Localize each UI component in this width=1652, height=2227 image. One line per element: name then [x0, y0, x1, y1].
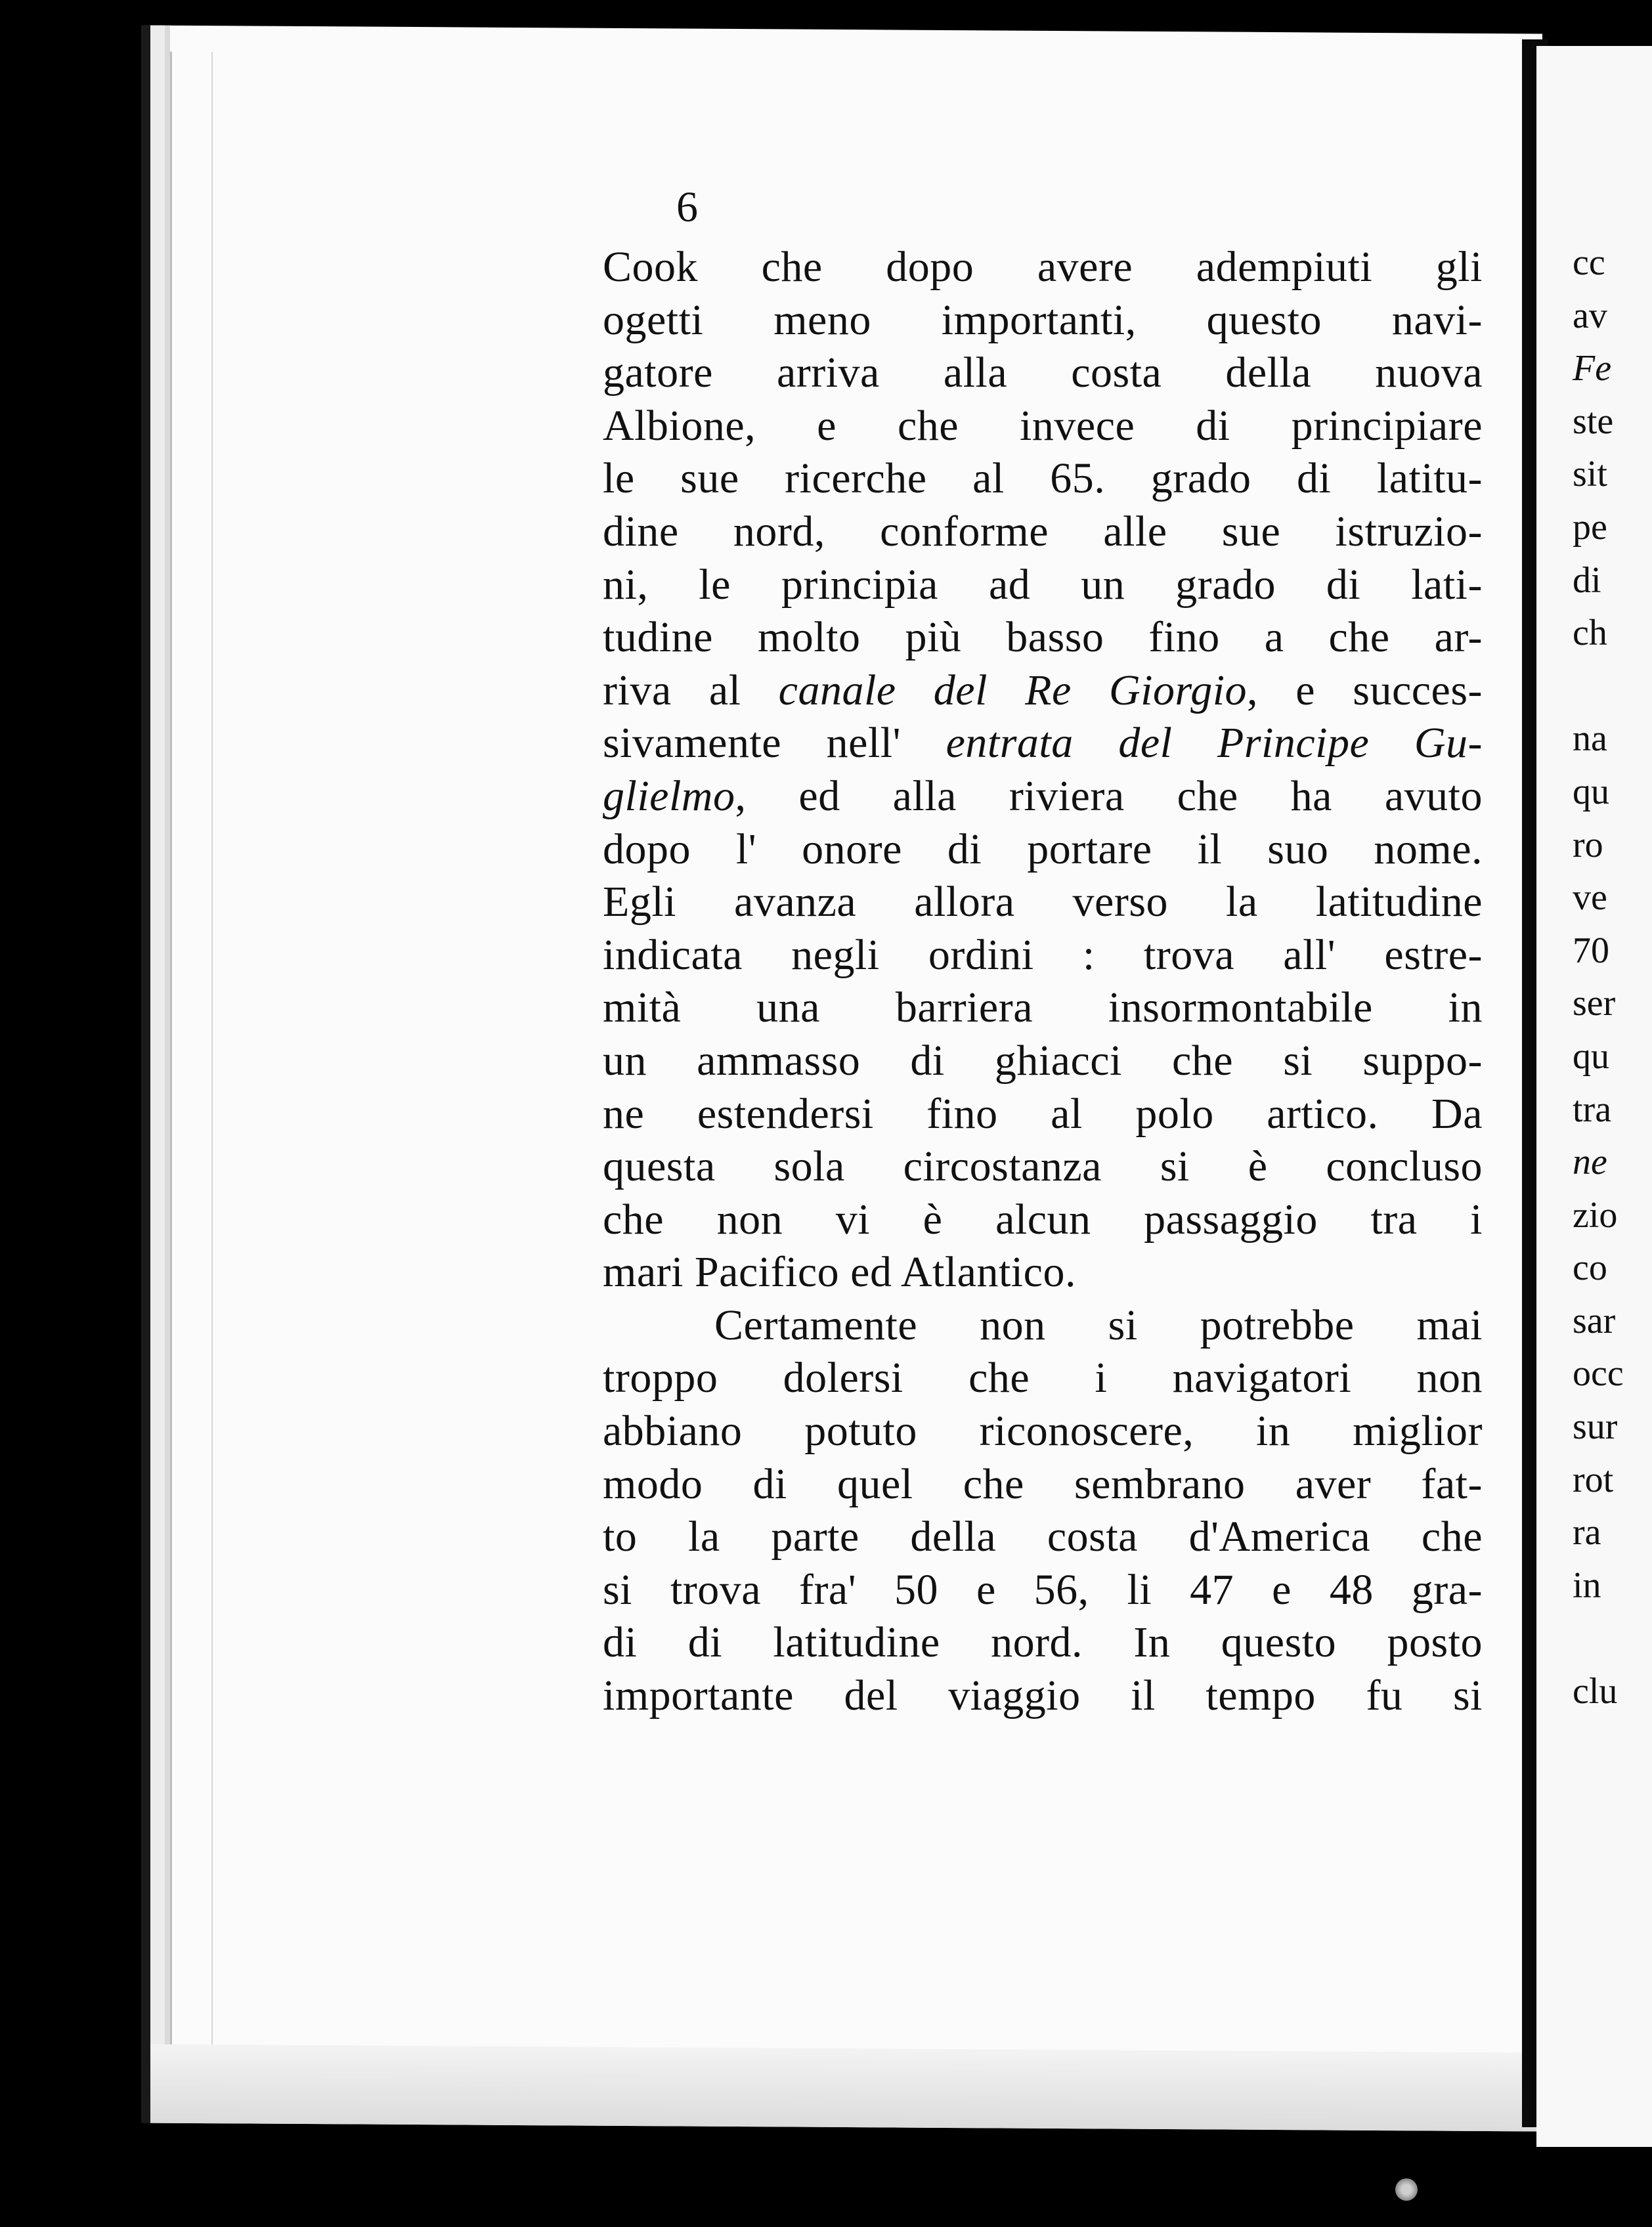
text-line: [603, 717, 1483, 770]
adjacent-text-fragment: Fe: [1573, 348, 1612, 389]
text-line: [603, 1564, 1483, 1617]
text-line: [603, 559, 1483, 612]
text-line: [603, 1246, 1483, 1299]
adjacent-text-fragment: co: [1573, 1247, 1607, 1289]
text-line: [603, 506, 1483, 559]
adjacent-text-fragment: [1573, 660, 1624, 713]
adjacent-text-fragment: av: [1573, 295, 1607, 336]
text-line: [603, 1670, 1483, 1723]
page-edge-layers: [170, 52, 213, 2061]
text-segment: Albione, e che invece di principiare: [603, 401, 1483, 450]
text-segment: dopo l' onore di portare il suo nome.: [603, 825, 1483, 873]
italic-text: entrata del Principe Gu-: [946, 719, 1483, 768]
page-bottom-edge: [150, 2044, 1542, 2132]
text-line: [603, 1088, 1483, 1141]
text-line: [603, 1194, 1483, 1247]
adjacent-text-fragment: zio: [1573, 1194, 1618, 1236]
text-line: [603, 1458, 1483, 1511]
adjacent-text-fragment: 70: [1573, 930, 1609, 971]
adjacent-text-fragment: ro: [1573, 824, 1603, 865]
body-text: [603, 241, 1483, 1723]
text-segment: dine nord, conforme alle sue istruzio-: [603, 507, 1483, 555]
text-segment: modo di quel che sembrano aver fat-: [603, 1459, 1483, 1508]
text-line: [603, 982, 1483, 1035]
adjacent-text-fragment: na: [1573, 718, 1607, 760]
adjacent-text-fragment: ve: [1573, 877, 1607, 919]
text-segment: ne estendersi fino al polo artico. Da: [603, 1089, 1483, 1138]
text-segment: importante del viaggio il tempo fu si: [603, 1672, 1483, 1720]
adjacent-text-fragment: [1573, 1612, 1624, 1665]
text-line: [603, 1511, 1483, 1564]
dust-speck: [1395, 2178, 1418, 2201]
text-line: [603, 823, 1483, 876]
adjacent-text-fragment: occ: [1573, 1353, 1624, 1395]
text-segment: si trova fra' 50 e 56, li 47 e 48 gra-: [603, 1565, 1483, 1614]
text-segment: Certamente non si potrebbe mai: [714, 1301, 1483, 1349]
text-segment: gatore arriva alla costa della nuova: [603, 349, 1483, 397]
text-segment: abbiano potuto riconoscere, in miglior: [603, 1407, 1483, 1456]
text-line: [603, 664, 1483, 718]
adjacent-text-fragment: tra: [1573, 1089, 1612, 1130]
text-line: [603, 1616, 1483, 1670]
text-segment: mità una barriera insormontabile in: [603, 984, 1483, 1032]
adjacent-text-fragment: ra: [1573, 1512, 1601, 1553]
italic-text: canale del Re Giorgio: [778, 666, 1248, 714]
text-line: [603, 929, 1483, 982]
text-segment: mari Pacifico ed Atlantico.: [603, 1248, 1076, 1297]
text-segment: ogetti meno importanti, questo navi-: [603, 295, 1483, 344]
text-line: [603, 294, 1483, 347]
text-line: [603, 876, 1483, 929]
text-segment: troppo dolersi che i navigatori non: [603, 1354, 1483, 1402]
text-line: [603, 452, 1483, 506]
page-number: 6: [676, 183, 698, 231]
text-line: [603, 1352, 1483, 1405]
text-line: [603, 611, 1483, 664]
text-segment: , e succes-: [1247, 666, 1483, 714]
text-segment: , ed alla riviera che ha avuto: [735, 771, 1483, 820]
text-segment: che non vi è alcun passaggio tra i: [603, 1195, 1483, 1243]
text-line: [603, 347, 1483, 400]
text-segment: Cook che dopo avere adempiuti gli: [603, 243, 1483, 291]
adjacent-text-fragment: di: [1573, 559, 1601, 601]
adjacent-text-fragment: ne: [1573, 1142, 1607, 1183]
text-line: [603, 241, 1483, 294]
text-segment: le sue ricerche al 65. grado di latitu-: [603, 454, 1483, 503]
adjacent-text-fragment: qu: [1573, 1035, 1609, 1077]
text-line: [603, 1140, 1483, 1194]
text-segment: sivamente nell': [603, 719, 946, 768]
adjacent-text-fragment: cc: [1573, 242, 1605, 283]
adjacent-text-fragment: ser: [1573, 983, 1616, 1024]
text-segment: tudine molto più basso fino a che ar-: [603, 613, 1483, 662]
text-segment: ni, le principia ad un grado di lati-: [603, 560, 1483, 609]
adjacent-text-fragment: clu: [1573, 1671, 1618, 1712]
adjacent-text-fragment: pe: [1573, 506, 1607, 548]
text-line: [603, 1405, 1483, 1458]
text-segment: indicata negli ordini : trova all' estre-: [603, 930, 1483, 979]
adjacent-text-fragment: sit: [1573, 454, 1607, 495]
adjacent-text-fragment: in: [1573, 1565, 1601, 1606]
text-segment: to la parte della costa d'America che: [603, 1513, 1483, 1561]
text-segment: un ammasso di ghiacci che si suppo-: [603, 1036, 1483, 1085]
text-line: [603, 1299, 1483, 1352]
adjacent-page-text: [1573, 236, 1624, 1718]
adjacent-text-fragment: ste: [1573, 400, 1614, 442]
text-segment: questa sola circostanza si è concluso: [603, 1142, 1483, 1191]
adjacent-text-fragment: qu: [1573, 771, 1609, 812]
text-segment: riva al: [603, 666, 779, 714]
text-line: [603, 1035, 1483, 1088]
adjacent-text-fragment: rot: [1573, 1459, 1614, 1500]
italic-text: glielmo: [603, 771, 735, 820]
text-line: [603, 770, 1483, 823]
text-segment: di di latitudine nord. In questo posto: [603, 1618, 1483, 1667]
text-line: [603, 400, 1483, 453]
adjacent-text-fragment: sur: [1573, 1406, 1618, 1448]
text-segment: Egli avanza allora verso la latitudine: [603, 878, 1483, 926]
adjacent-text-fragment: ch: [1573, 613, 1607, 654]
adjacent-text-fragment: sar: [1573, 1300, 1616, 1341]
